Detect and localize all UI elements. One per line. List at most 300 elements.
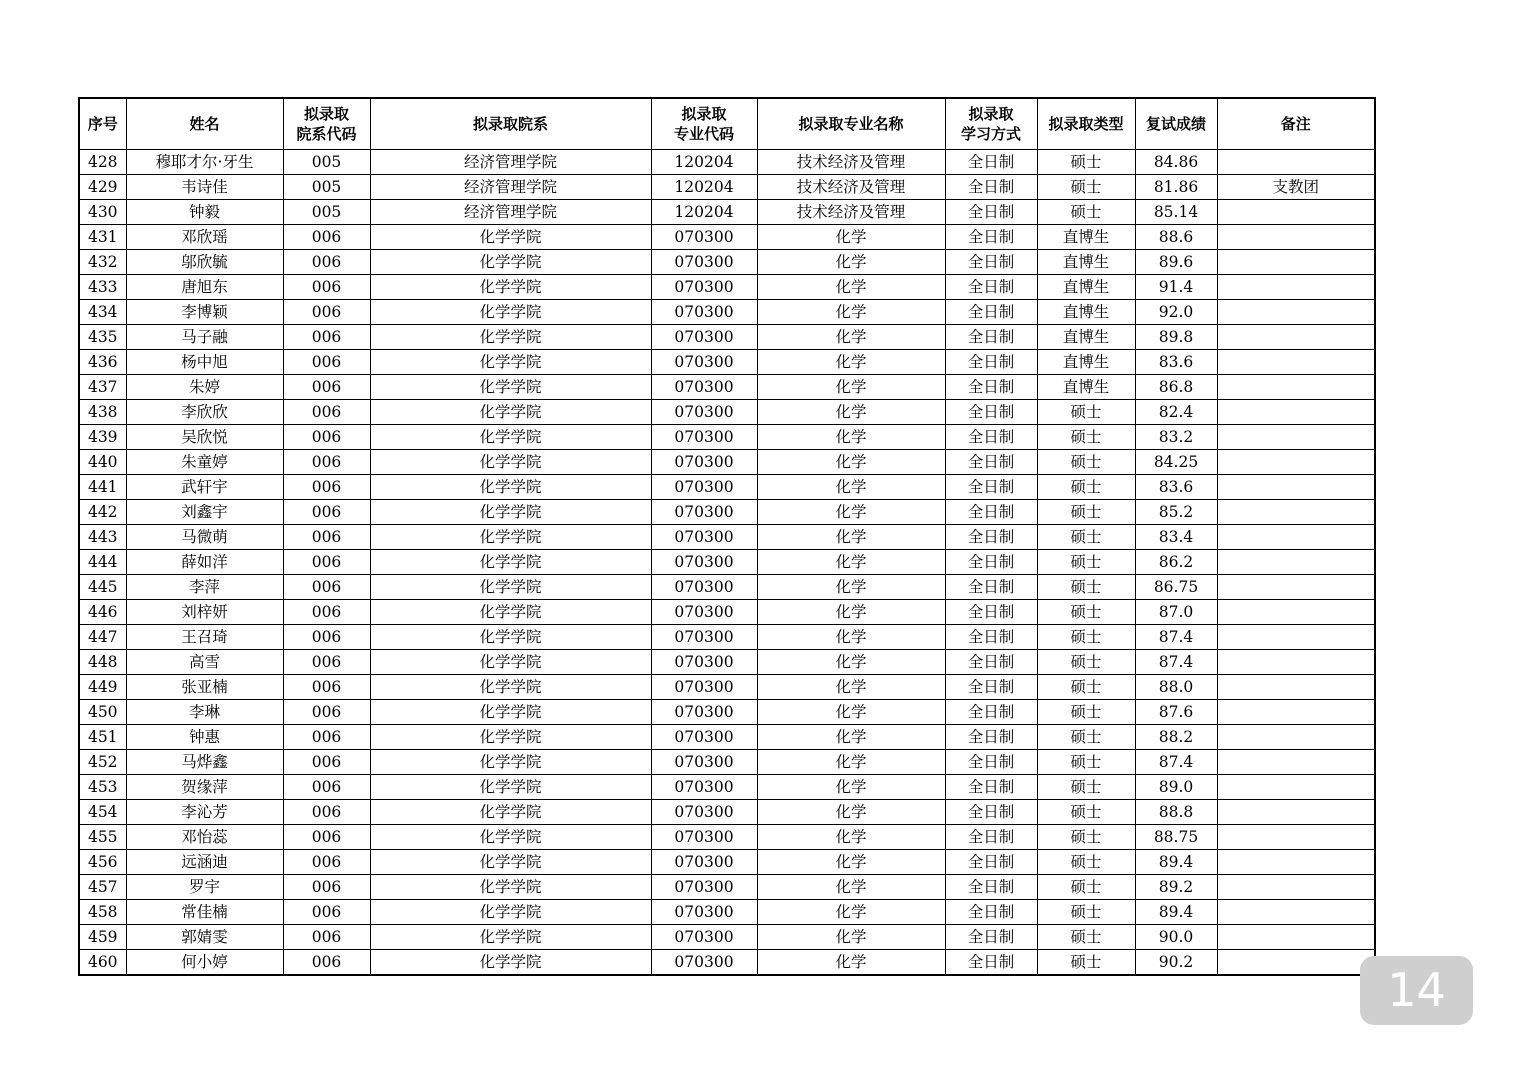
cell-name: 李沁芳 [126, 800, 283, 825]
cell-dept-code: 006 [283, 575, 370, 600]
cell-remark [1217, 550, 1375, 575]
cell-major-code: 070300 [651, 750, 757, 775]
cell-score: 89.0 [1135, 775, 1217, 800]
cell-name: 常佳楠 [126, 900, 283, 925]
cell-major: 化学 [757, 875, 945, 900]
cell-serial: 437 [79, 375, 126, 400]
cell-study-mode: 全日制 [945, 150, 1037, 175]
cell-type: 硕士 [1037, 400, 1135, 425]
cell-major: 化学 [757, 550, 945, 575]
cell-dept-code: 006 [283, 400, 370, 425]
header-row [79, 98, 1375, 150]
cell-name: 何小婷 [126, 950, 283, 976]
cell-dept-code: 006 [283, 475, 370, 500]
cell-study-mode: 全日制 [945, 350, 1037, 375]
cell-dept: 化学学院 [370, 525, 651, 550]
cell-serial: 443 [79, 525, 126, 550]
cell-dept: 化学学院 [370, 350, 651, 375]
cell-type: 硕士 [1037, 500, 1135, 525]
cell-major: 化学 [757, 950, 945, 976]
cell-serial: 455 [79, 825, 126, 850]
cell-serial: 434 [79, 300, 126, 325]
cell-major: 化学 [757, 300, 945, 325]
cell-serial: 460 [79, 950, 126, 976]
cell-major: 化学 [757, 650, 945, 675]
cell-remark [1217, 150, 1375, 175]
table-row [79, 950, 1375, 976]
cell-major: 化学 [757, 450, 945, 475]
cell-dept-code: 006 [283, 350, 370, 375]
cell-study-mode: 全日制 [945, 800, 1037, 825]
cell-major: 化学 [757, 525, 945, 550]
cell-name: 李欣欣 [126, 400, 283, 425]
cell-type: 硕士 [1037, 925, 1135, 950]
cell-serial: 441 [79, 475, 126, 500]
cell-dept-code: 006 [283, 600, 370, 625]
cell-dept: 化学学院 [370, 725, 651, 750]
cell-dept: 化学学院 [370, 425, 651, 450]
table-row [79, 750, 1375, 775]
cell-major: 化学 [757, 375, 945, 400]
cell-study-mode: 全日制 [945, 550, 1037, 575]
cell-study-mode: 全日制 [945, 750, 1037, 775]
cell-remark [1217, 800, 1375, 825]
cell-score: 90.2 [1135, 950, 1217, 976]
cell-major: 化学 [757, 475, 945, 500]
cell-name: 吴欣悦 [126, 425, 283, 450]
table-row [79, 825, 1375, 850]
cell-score: 86.8 [1135, 375, 1217, 400]
table-row [79, 675, 1375, 700]
cell-major-code: 070300 [651, 850, 757, 875]
table-row [79, 700, 1375, 725]
cell-type: 硕士 [1037, 575, 1135, 600]
cell-major: 化学 [757, 725, 945, 750]
cell-serial: 439 [79, 425, 126, 450]
cell-dept-code: 006 [283, 800, 370, 825]
cell-remark [1217, 775, 1375, 800]
cell-type: 直博生 [1037, 275, 1135, 300]
cell-dept-code: 006 [283, 275, 370, 300]
cell-major-code: 070300 [651, 825, 757, 850]
cell-dept-code: 005 [283, 150, 370, 175]
cell-study-mode: 全日制 [945, 300, 1037, 325]
cell-study-mode: 全日制 [945, 425, 1037, 450]
cell-remark [1217, 475, 1375, 500]
cell-major: 化学 [757, 325, 945, 350]
cell-study-mode: 全日制 [945, 600, 1037, 625]
cell-major: 化学 [757, 850, 945, 875]
cell-score: 83.6 [1135, 475, 1217, 500]
cell-serial: 457 [79, 875, 126, 900]
cell-dept-code: 006 [283, 450, 370, 475]
table-body [79, 150, 1375, 976]
cell-score: 83.6 [1135, 350, 1217, 375]
table-row [79, 175, 1375, 200]
cell-name: 李萍 [126, 575, 283, 600]
cell-type: 硕士 [1037, 750, 1135, 775]
cell-type: 硕士 [1037, 800, 1135, 825]
cell-study-mode: 全日制 [945, 375, 1037, 400]
cell-dept: 化学学院 [370, 775, 651, 800]
cell-serial: 436 [79, 350, 126, 375]
cell-type: 硕士 [1037, 450, 1135, 475]
cell-type: 硕士 [1037, 950, 1135, 976]
cell-type: 硕士 [1037, 525, 1135, 550]
table-row [79, 650, 1375, 675]
cell-dept-code: 006 [283, 875, 370, 900]
cell-major-code: 120204 [651, 175, 757, 200]
cell-name: 武轩宇 [126, 475, 283, 500]
table-row [79, 275, 1375, 300]
cell-serial: 452 [79, 750, 126, 775]
cell-study-mode: 全日制 [945, 200, 1037, 225]
cell-serial: 429 [79, 175, 126, 200]
cell-major: 化学 [757, 625, 945, 650]
cell-major-code: 070300 [651, 925, 757, 950]
cell-name: 李博颖 [126, 300, 283, 325]
cell-major: 化学 [757, 575, 945, 600]
cell-score: 89.8 [1135, 325, 1217, 350]
cell-remark [1217, 825, 1375, 850]
cell-major: 化学 [757, 400, 945, 425]
cell-dept-code: 006 [283, 375, 370, 400]
table-row [79, 775, 1375, 800]
cell-remark [1217, 500, 1375, 525]
cell-name: 刘鑫宇 [126, 500, 283, 525]
cell-score: 89.4 [1135, 850, 1217, 875]
cell-score: 91.4 [1135, 275, 1217, 300]
cell-type: 硕士 [1037, 675, 1135, 700]
cell-major-code: 070300 [651, 600, 757, 625]
cell-study-mode: 全日制 [945, 700, 1037, 725]
cell-score: 88.2 [1135, 725, 1217, 750]
cell-dept-code: 005 [283, 200, 370, 225]
cell-type: 硕士 [1037, 625, 1135, 650]
cell-name: 刘梓妍 [126, 600, 283, 625]
table-row [79, 575, 1375, 600]
cell-remark [1217, 200, 1375, 225]
cell-name: 罗宇 [126, 875, 283, 900]
cell-type: 硕士 [1037, 175, 1135, 200]
cell-name: 朱童婷 [126, 450, 283, 475]
cell-name: 贺缘萍 [126, 775, 283, 800]
cell-remark [1217, 900, 1375, 925]
table-row [79, 900, 1375, 925]
cell-name: 马子融 [126, 325, 283, 350]
header-col-major-code: 拟录取 专业代码 [651, 98, 757, 150]
cell-remark [1217, 525, 1375, 550]
cell-score: 87.4 [1135, 750, 1217, 775]
cell-serial: 428 [79, 150, 126, 175]
cell-serial: 447 [79, 625, 126, 650]
cell-name: 钟惠 [126, 725, 283, 750]
cell-type: 硕士 [1037, 775, 1135, 800]
cell-dept: 化学学院 [370, 300, 651, 325]
cell-major-code: 070300 [651, 250, 757, 275]
cell-remark: 支教团 [1217, 175, 1375, 200]
cell-major: 化学 [757, 225, 945, 250]
cell-remark [1217, 275, 1375, 300]
header-col-major: 拟录取专业名称 [757, 98, 945, 150]
cell-name: 朱婷 [126, 375, 283, 400]
table-row [79, 225, 1375, 250]
cell-major: 化学 [757, 425, 945, 450]
cell-dept-code: 006 [283, 825, 370, 850]
cell-type: 硕士 [1037, 825, 1135, 850]
cell-name: 邓欣瑶 [126, 225, 283, 250]
cell-score: 85.14 [1135, 200, 1217, 225]
table-row [79, 925, 1375, 950]
cell-major: 化学 [757, 900, 945, 925]
table-row [79, 500, 1375, 525]
cell-dept-code: 006 [283, 625, 370, 650]
cell-serial: 453 [79, 775, 126, 800]
cell-remark [1217, 950, 1375, 976]
cell-score: 87.6 [1135, 700, 1217, 725]
cell-study-mode: 全日制 [945, 825, 1037, 850]
cell-score: 84.86 [1135, 150, 1217, 175]
cell-major: 化学 [757, 600, 945, 625]
cell-major: 技术经济及管理 [757, 175, 945, 200]
cell-dept: 化学学院 [370, 875, 651, 900]
cell-study-mode: 全日制 [945, 950, 1037, 976]
cell-major: 化学 [757, 750, 945, 775]
cell-major-code: 070300 [651, 775, 757, 800]
cell-score: 82.4 [1135, 400, 1217, 425]
cell-dept-code: 006 [283, 525, 370, 550]
cell-name: 邬欣毓 [126, 250, 283, 275]
header-col-remark: 备注 [1217, 98, 1375, 150]
cell-score: 86.2 [1135, 550, 1217, 575]
cell-dept-code: 006 [283, 725, 370, 750]
page-number-badge: 14 [1360, 956, 1473, 1025]
cell-type: 硕士 [1037, 900, 1135, 925]
cell-dept: 化学学院 [370, 650, 651, 675]
table-row [79, 200, 1375, 225]
cell-major-code: 070300 [651, 725, 757, 750]
cell-dept: 化学学院 [370, 925, 651, 950]
cell-type: 硕士 [1037, 200, 1135, 225]
cell-remark [1217, 425, 1375, 450]
cell-dept: 化学学院 [370, 375, 651, 400]
cell-dept-code: 006 [283, 900, 370, 925]
cell-dept-code: 006 [283, 950, 370, 976]
table-row [79, 425, 1375, 450]
cell-major-code: 070300 [651, 325, 757, 350]
cell-dept-code: 006 [283, 650, 370, 675]
cell-major-code: 070300 [651, 525, 757, 550]
cell-study-mode: 全日制 [945, 225, 1037, 250]
cell-remark [1217, 850, 1375, 875]
cell-remark [1217, 725, 1375, 750]
cell-dept: 经济管理学院 [370, 200, 651, 225]
cell-score: 87.4 [1135, 650, 1217, 675]
cell-serial: 435 [79, 325, 126, 350]
cell-major-code: 070300 [651, 300, 757, 325]
cell-score: 88.0 [1135, 675, 1217, 700]
cell-major-code: 070300 [651, 375, 757, 400]
cell-major-code: 070300 [651, 900, 757, 925]
cell-type: 直博生 [1037, 225, 1135, 250]
cell-major: 化学 [757, 775, 945, 800]
cell-name: 穆耶才尔·牙生 [126, 150, 283, 175]
cell-dept-code: 006 [283, 500, 370, 525]
table-row [79, 875, 1375, 900]
cell-dept: 化学学院 [370, 275, 651, 300]
cell-score: 83.4 [1135, 525, 1217, 550]
cell-remark [1217, 700, 1375, 725]
cell-score: 89.4 [1135, 900, 1217, 925]
cell-score: 90.0 [1135, 925, 1217, 950]
cell-type: 硕士 [1037, 475, 1135, 500]
cell-study-mode: 全日制 [945, 475, 1037, 500]
table-row [79, 625, 1375, 650]
cell-remark [1217, 250, 1375, 275]
table-row [79, 550, 1375, 575]
cell-name: 韦诗佳 [126, 175, 283, 200]
table-row [79, 800, 1375, 825]
cell-major-code: 070300 [651, 800, 757, 825]
cell-remark [1217, 400, 1375, 425]
cell-dept-code: 006 [283, 750, 370, 775]
cell-major-code: 070300 [651, 400, 757, 425]
cell-type: 硕士 [1037, 650, 1135, 675]
cell-serial: 451 [79, 725, 126, 750]
header-col-serial: 序号 [79, 98, 126, 150]
table-row [79, 375, 1375, 400]
cell-serial: 430 [79, 200, 126, 225]
cell-dept: 化学学院 [370, 575, 651, 600]
header-col-dept: 拟录取院系 [370, 98, 651, 150]
cell-score: 87.4 [1135, 625, 1217, 650]
cell-serial: 432 [79, 250, 126, 275]
header-col-name: 姓名 [126, 98, 283, 150]
table-row [79, 300, 1375, 325]
cell-dept-code: 006 [283, 325, 370, 350]
cell-major-code: 070300 [651, 700, 757, 725]
cell-score: 87.0 [1135, 600, 1217, 625]
cell-dept-code: 006 [283, 425, 370, 450]
cell-type: 硕士 [1037, 725, 1135, 750]
cell-serial: 438 [79, 400, 126, 425]
cell-serial: 433 [79, 275, 126, 300]
cell-type: 直博生 [1037, 300, 1135, 325]
cell-serial: 450 [79, 700, 126, 725]
cell-major: 化学 [757, 350, 945, 375]
cell-study-mode: 全日制 [945, 500, 1037, 525]
cell-major: 化学 [757, 700, 945, 725]
cell-serial: 446 [79, 600, 126, 625]
cell-score: 89.2 [1135, 875, 1217, 900]
cell-major-code: 120204 [651, 150, 757, 175]
cell-study-mode: 全日制 [945, 875, 1037, 900]
cell-major-code: 070300 [651, 650, 757, 675]
cell-major: 化学 [757, 925, 945, 950]
cell-study-mode: 全日制 [945, 850, 1037, 875]
cell-dept: 经济管理学院 [370, 150, 651, 175]
cell-major: 化学 [757, 250, 945, 275]
cell-name: 王召琦 [126, 625, 283, 650]
cell-score: 88.8 [1135, 800, 1217, 825]
cell-remark [1217, 750, 1375, 775]
cell-study-mode: 全日制 [945, 175, 1037, 200]
cell-major-code: 070300 [651, 550, 757, 575]
cell-study-mode: 全日制 [945, 675, 1037, 700]
cell-study-mode: 全日制 [945, 525, 1037, 550]
table-header [79, 98, 1375, 150]
cell-major-code: 070300 [651, 450, 757, 475]
table-row [79, 325, 1375, 350]
cell-name: 唐旭东 [126, 275, 283, 300]
cell-score: 81.86 [1135, 175, 1217, 200]
cell-dept: 化学学院 [370, 500, 651, 525]
cell-study-mode: 全日制 [945, 625, 1037, 650]
cell-study-mode: 全日制 [945, 400, 1037, 425]
cell-major-code: 070300 [651, 675, 757, 700]
cell-score: 85.2 [1135, 500, 1217, 525]
cell-study-mode: 全日制 [945, 725, 1037, 750]
cell-remark [1217, 325, 1375, 350]
cell-score: 88.75 [1135, 825, 1217, 850]
cell-study-mode: 全日制 [945, 925, 1037, 950]
cell-remark [1217, 600, 1375, 625]
cell-study-mode: 全日制 [945, 250, 1037, 275]
cell-score: 88.6 [1135, 225, 1217, 250]
cell-dept-code: 006 [283, 850, 370, 875]
cell-dept-code: 006 [283, 700, 370, 725]
table-row [79, 400, 1375, 425]
cell-score: 86.75 [1135, 575, 1217, 600]
table-row [79, 600, 1375, 625]
cell-type: 硕士 [1037, 875, 1135, 900]
cell-major-code: 070300 [651, 500, 757, 525]
header-col-score: 复试成绩 [1135, 98, 1217, 150]
table-row [79, 450, 1375, 475]
cell-name: 郭婧雯 [126, 925, 283, 950]
cell-study-mode: 全日制 [945, 325, 1037, 350]
cell-dept: 化学学院 [370, 475, 651, 500]
cell-dept: 化学学院 [370, 700, 651, 725]
cell-dept: 化学学院 [370, 250, 651, 275]
cell-dept: 化学学院 [370, 850, 651, 875]
cell-remark [1217, 925, 1375, 950]
cell-dept: 化学学院 [370, 325, 651, 350]
table-row [79, 725, 1375, 750]
cell-major: 化学 [757, 825, 945, 850]
cell-study-mode: 全日制 [945, 900, 1037, 925]
table-row [79, 850, 1375, 875]
cell-type: 硕士 [1037, 550, 1135, 575]
cell-name: 马烨鑫 [126, 750, 283, 775]
cell-major: 化学 [757, 800, 945, 825]
cell-serial: 445 [79, 575, 126, 600]
cell-dept: 化学学院 [370, 550, 651, 575]
cell-dept: 化学学院 [370, 750, 651, 775]
cell-serial: 442 [79, 500, 126, 525]
cell-major-code: 070300 [651, 625, 757, 650]
cell-name: 杨中旭 [126, 350, 283, 375]
cell-dept: 化学学院 [370, 950, 651, 976]
cell-serial: 458 [79, 900, 126, 925]
cell-score: 89.6 [1135, 250, 1217, 275]
cell-score: 84.25 [1135, 450, 1217, 475]
cell-score: 92.0 [1135, 300, 1217, 325]
cell-study-mode: 全日制 [945, 275, 1037, 300]
cell-name: 远涵迪 [126, 850, 283, 875]
cell-serial: 444 [79, 550, 126, 575]
cell-dept: 化学学院 [370, 225, 651, 250]
